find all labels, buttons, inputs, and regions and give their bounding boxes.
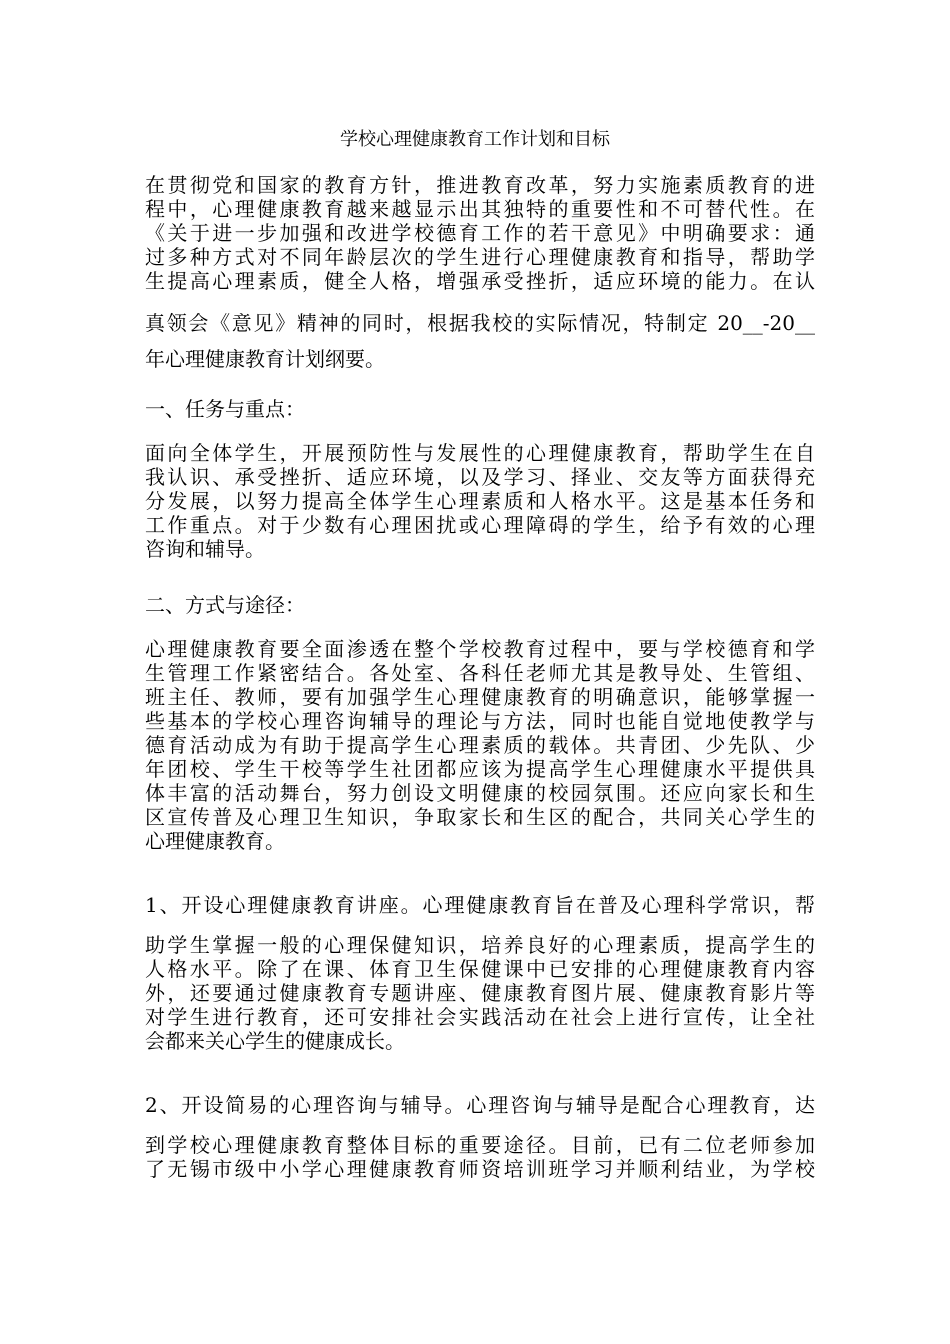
body-line: 我认识、承受挫折、适应环境，以及学习、择业、交友等方面获得充 [145, 465, 815, 489]
body-line: 对学生进行教育，还可安排社会实践活动在社会上进行宣传，让全社 [145, 1005, 815, 1029]
body-line: 到学校心理健康教育整体目标的重要途径。目前，已有二位老师参加 [145, 1133, 815, 1157]
body-line: 些基本的学校心理咨询辅导的理论与方法，同时也能自觉地使教学与 [145, 709, 815, 733]
body-line: 1、开设心理健康教育讲座。心理健康教育旨在普及心理科学常识，帮 [145, 893, 815, 917]
body-line: 会都来关心学生的健康成长。 [145, 1029, 405, 1053]
body-line: 二、方式与途径： [145, 593, 305, 617]
body-line: 工作重点。对于少数有心理困扰或心理障碍的学生，给予有效的心理 [145, 513, 815, 537]
body-line: 体丰富的活动舞台，努力创设文明健康的校园氛围。还应向家长和生 [145, 781, 815, 805]
body-line: 德育活动成为有助于提高学生心理素质的载体。共青团、少先队、少 [145, 733, 815, 757]
body-line: 一、任务与重点： [145, 397, 305, 421]
body-line: 过多种方式对不同年龄层次的学生进行心理健康教育和指导，帮助学 [145, 245, 815, 269]
body-line: 程中，心理健康教育越来越显示出其独特的重要性和不可替代性。在 [145, 197, 815, 221]
body-line: 外，还要通过健康教育专题讲座、健康教育图片展、健康教育影片等 [145, 981, 815, 1005]
body-line: 区宣传普及心理卫生知识，争取家长和生区的配合，共同关心学生的 [145, 805, 815, 829]
body-line: 生提高心理素质，健全人格，增强承受挫折，适应环境的能力。在认 [145, 269, 815, 293]
body-line: 心理健康教育。 [145, 829, 285, 853]
body-line: 心理健康教育要全面渗透在整个学校教育过程中，要与学校德育和学 [145, 637, 815, 661]
body-line: 真领会《意见》精神的同时，根据我校的实际情况，特制定 20__-20__ [145, 311, 815, 335]
body-line: 班主任、教师，要有加强学生心理健康教育的明确意识，能够掌握一 [145, 685, 815, 709]
body-line: 助学生掌握一般的心理保健知识，培养良好的心理素质，提高学生的 [145, 933, 815, 957]
body-line: 2、开设简易的心理咨询与辅导。心理咨询与辅导是配合心理教育，达 [145, 1093, 815, 1117]
body-line: 了无锡市级中小学心理健康教育师资培训班学习并顺利结业，为学校 [145, 1157, 815, 1181]
body-line: 分发展，以努力提高全体学生心理素质和人格水平。这是基本任务和 [145, 489, 815, 513]
body-line: 年团校、学生干校等学生社团都应该为提高学生心理健康水平提供具 [145, 757, 815, 781]
body-line: 《关于进一步加强和改进学校德育工作的若干意见》中明确要求：通 [145, 221, 815, 245]
body-line: 在贯彻党和国家的教育方针，推进教育改革，努力实施素质教育的进 [145, 173, 815, 197]
document-title: 学校心理健康教育工作计划和目标 [340, 129, 610, 150]
body-line: 年心理健康教育计划纲要。 [145, 347, 385, 371]
body-line: 人格水平。除了在课、体育卫生保健课中已安排的心理健康教育内容 [145, 957, 815, 981]
body-line: 生管理工作紧密结合。各处室、各科任老师尤其是教导处、生管组、 [145, 661, 815, 685]
body-line: 面向全体学生，开展预防性与发展性的心理健康教育，帮助学生在自 [145, 441, 815, 465]
body-line: 咨询和辅导。 [145, 537, 265, 561]
